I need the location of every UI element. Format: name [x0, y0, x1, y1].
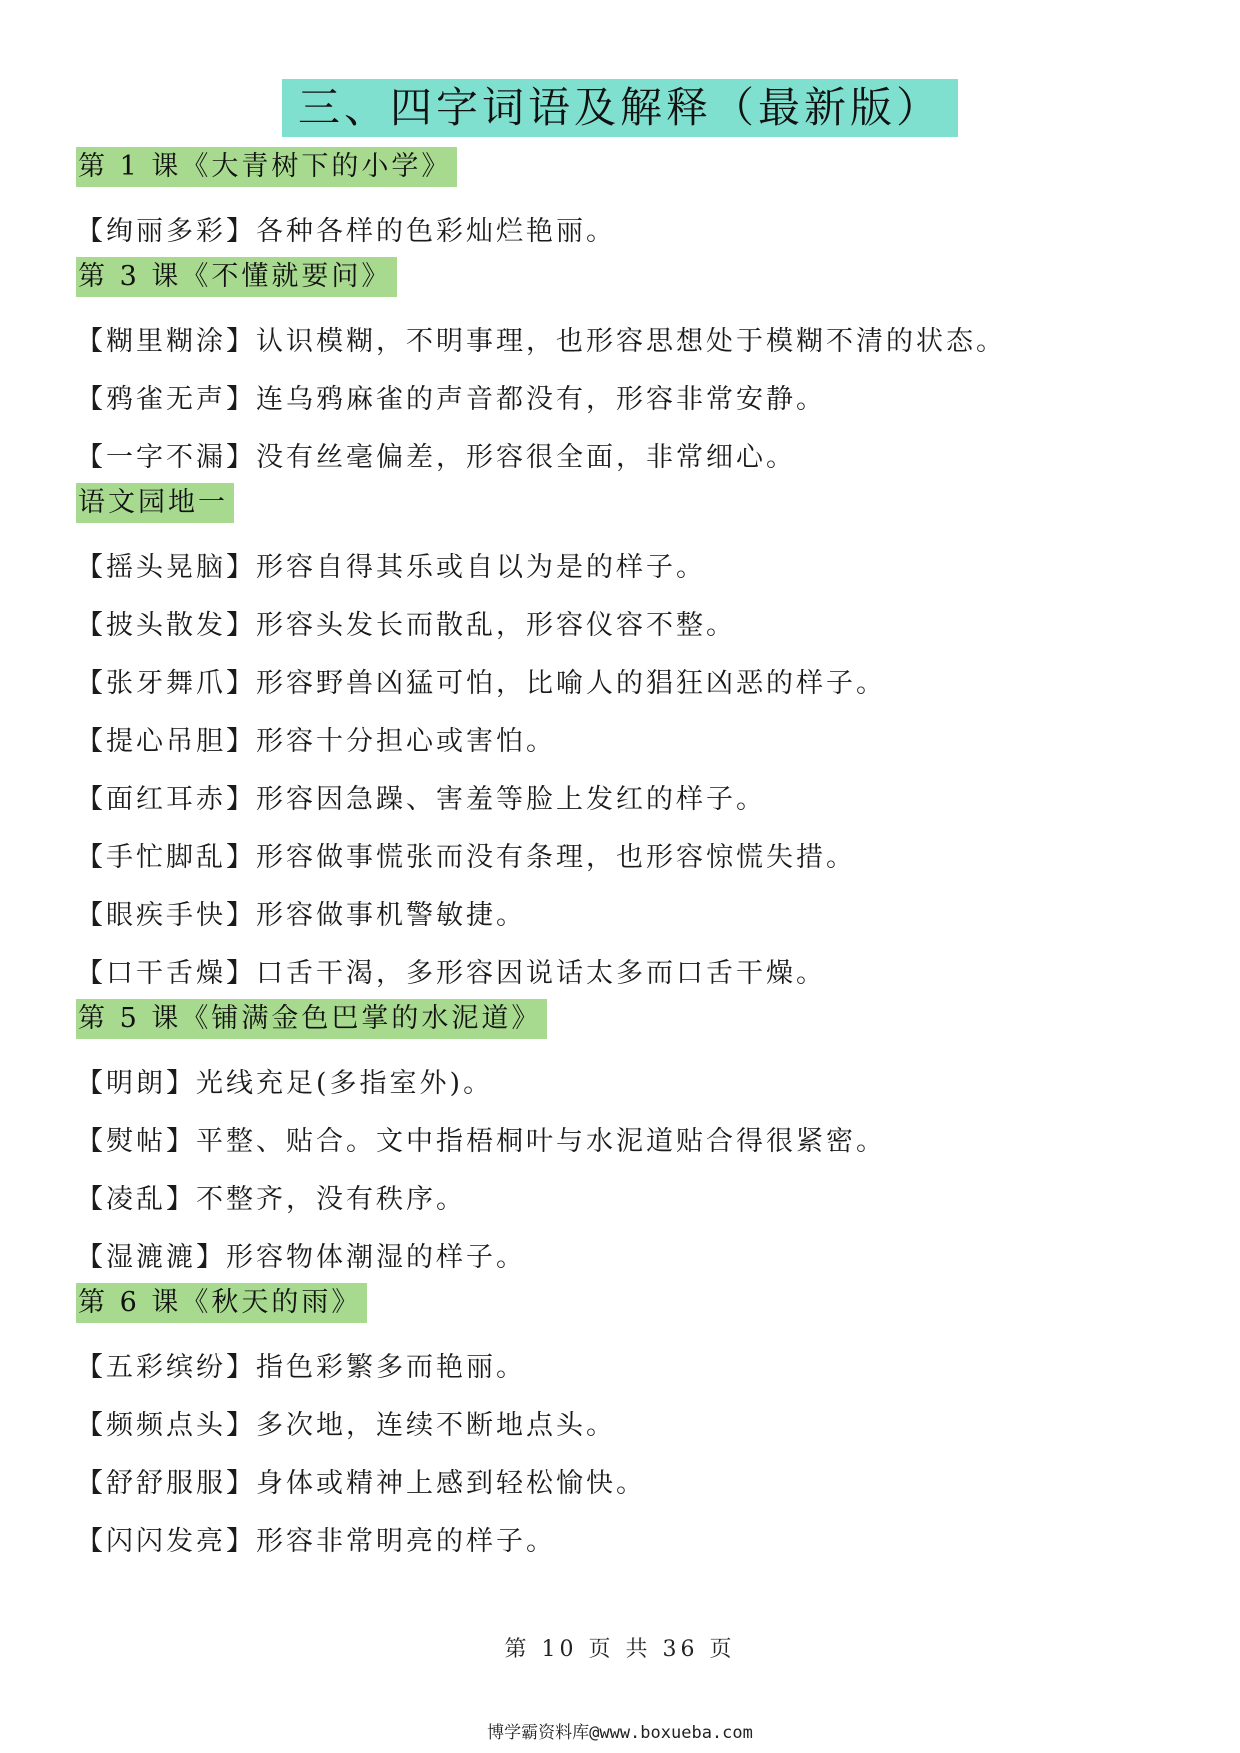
list-item: 【面红耳赤】形容因急躁、害羞等脸上发红的样子。 [76, 784, 766, 815]
section-heading: 语文园地一 [76, 483, 234, 523]
list-item: 【明朗】光线充足(多指室外)。 [76, 1068, 494, 1099]
section-lesson-1 [76, 147, 1176, 249]
section-lesson-3 [76, 257, 1176, 475]
entry-list [76, 215, 1176, 249]
section-heading: 第 6 课《秋天的雨》 [76, 1283, 367, 1323]
section-heading: 第 1 课《大青树下的小学》 [76, 147, 457, 187]
list-item: 【五彩缤纷】指色彩繁多而艳丽。 [76, 1352, 526, 1383]
title-wrapper [0, 79, 1240, 137]
section-lesson-6 [76, 1283, 1176, 1559]
list-item: 【鸦雀无声】连乌鸦麻雀的声音都没有，形容非常安静。 [76, 384, 826, 415]
list-item: 【眼疾手快】形容做事机警敏捷。 [76, 900, 526, 931]
entry-list [76, 551, 1176, 991]
entry-list [76, 325, 1176, 475]
footer-watermark: 博学霸资料库@www.boxueba.com [487, 1723, 753, 1743]
section-lesson-5 [76, 999, 1176, 1275]
section-heading: 第 3 课《不懂就要问》 [76, 257, 397, 297]
list-item: 【熨帖】平整、贴合。文中指梧桐叶与水泥道贴合得很紧密。 [76, 1126, 886, 1157]
content-area [76, 147, 1176, 1559]
list-item: 【提心吊胆】形容十分担心或害怕。 [76, 726, 556, 757]
list-item: 【张牙舞爪】形容野兽凶猛可怕，比喻人的猖狂凶恶的样子。 [76, 668, 886, 699]
list-item: 【口干舌燥】口舌干渴，多形容因说话太多而口舌干燥。 [76, 958, 826, 989]
entry-list [76, 1067, 1176, 1275]
page-number: 第 10 页 共 36 页 [504, 1637, 736, 1662]
page-title: 三、四字词语及解释（最新版） [282, 79, 958, 137]
list-item: 【披头散发】形容头发长而散乱，形容仪容不整。 [76, 610, 736, 641]
list-item: 【糊里糊涂】认识模糊，不明事理，也形容思想处于模糊不清的状态。 [76, 326, 1006, 357]
list-item: 【湿漉漉】形容物体潮湿的样子。 [76, 1242, 526, 1273]
section-yuwen-yuandi-1 [76, 483, 1176, 991]
list-item: 【闪闪发亮】形容非常明亮的样子。 [76, 1526, 556, 1557]
list-item: 【摇头晃脑】形容自得其乐或自以为是的样子。 [76, 552, 706, 583]
list-item: 【手忙脚乱】形容做事慌张而没有条理，也形容惊慌失措。 [76, 842, 856, 873]
section-heading: 第 5 课《铺满金色巴掌的水泥道》 [76, 999, 547, 1039]
list-item: 【舒舒服服】身体或精神上感到轻松愉快。 [76, 1468, 646, 1499]
list-item: 【绚丽多彩】各种各样的色彩灿烂艳丽。 [76, 216, 616, 247]
list-item: 【一字不漏】没有丝毫偏差，形容很全面，非常细心。 [76, 442, 796, 473]
entry-list [76, 1351, 1176, 1559]
list-item: 【凌乱】不整齐，没有秩序。 [76, 1184, 466, 1215]
list-item: 【频频点头】多次地，连续不断地点头。 [76, 1410, 616, 1441]
